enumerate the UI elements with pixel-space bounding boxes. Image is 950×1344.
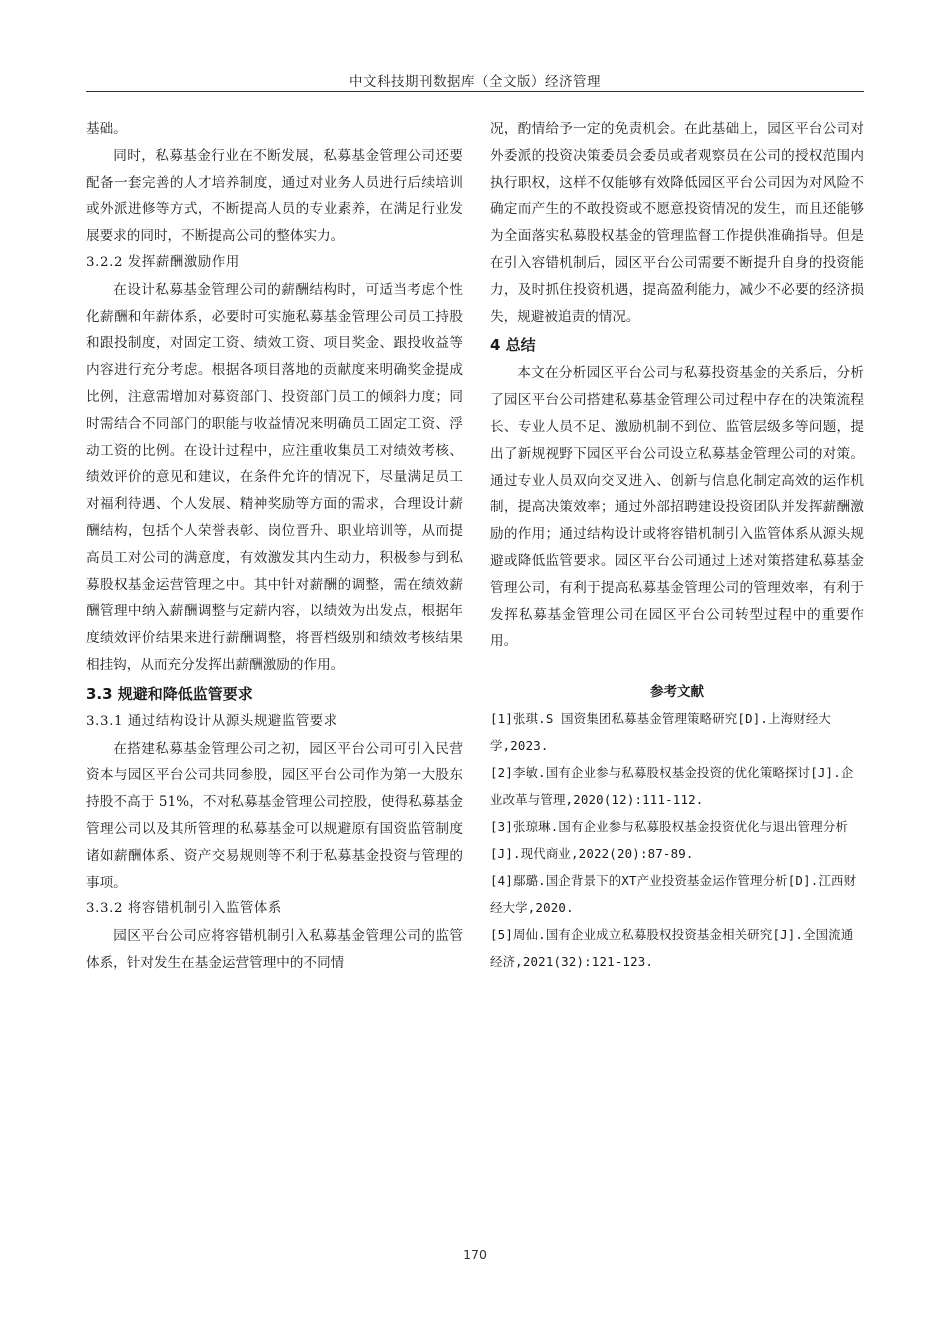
page-number: 170 [463,1247,487,1262]
subsection-heading-3-3-2: 3.3.2 将容错机制引入监管体系 [86,901,282,917]
subsection-heading-3-2-2: 3.2.2 发挥薪酬激励作用 [86,254,240,270]
left-column [86,116,463,977]
reference-item: [3]张琼琳.国有企业参与私募股权基金投资优化与退出管理分析[J].现代商业,2022(20):87-89. [490,819,848,862]
paragraph: 在搭建私募基金管理公司之初，园区平台公司可引入民营资本与园区平台公司共同参股，园区平台公司作为第一大股东持股不高于 51%，不对私募基金管理公司控股，使得私募基金管理公司以及其所管理的私募基金可以规避原有国资监管制度诸如薪酬体系、资产交易规则等不利于私募基金投资与管理的事项。 [86,740,463,891]
section-heading-3-3: 3.3 规避和降低监管要求 [86,684,253,703]
journal-header: 中文科技期刊数据库（全文版）经济管理 [349,74,601,90]
reference-item: [4]鄢璐.国企背景下的XT产业投资基金运作管理分析[D].江西财经大学,2020. [490,873,857,916]
reference-item: [1]张琪.S 国资集团私募基金管理策略研究[D].上海财经大学,2023. [490,711,832,754]
paragraph: 在设计私募基金管理公司的薪酬结构时，可适当考虑个性化薪酬和年薪体系，必要时可实施私募基金管理公司员工持股和跟投制度，对固定工资、绩效工资、项目奖金、跟投收益等内容进行充分考虑。根据各项目落地的贡献度来明确奖金提成比例，注意需增加对募资部门、投资部门员工的倾斜力度；同时需结合不同部门的职能与收益情况来明确员工固定工资、浮动工资的比例。在设计过程中，应注重收集员工对绩效考核、绩效评价的意见和建议，在条件允许的情况下，尽量满足员工对福利待遇、个人发展、精神奖励等方面的需求，合理设计薪酬结构，包括个人荣誉表彰、岗位晋升、职业培训等，从而提高员工对公司的满意度，有效激发其内生动力，积极参与到私募股权基金运营管理之中。其中针对薪酬的调整，需在绩效薪酬管理中纳入薪酬调整与定薪内容，以绩效为出发点，根据年度绩效评价结果来进行薪酬调整，将晋档级别和绩效考核结果相挂钩，从而充分发挥出薪酬激励的作用。 [86,281,463,673]
references-title: 参考文献 [650,684,704,701]
header-rule [86,91,864,92]
paragraph: 同时，私募基金行业在不断发展，私募基金管理公司还要配备一套完善的人才培养制度，通过对业务人员进行后续培训或外派进修等方式，不断提高人员的专业素养，在满足行业发展要求的同时，不断提高公司的整体实力。 [86,147,463,245]
paragraph: 况，酌情给予一定的免责机会。在此基础上，园区平台公司对外委派的投资决策委员会委员或者观察员在公司的授权范围内执行职权，这样不仅能够有效降低园区平台公司因为对风险不确定而产生的不敢投资或不愿意投资情况的发生，而且还能够为全面落实私募股权基金的管理监督工作提供准确指导。但是在引入容错机制后，园区平台公司需要不断提升自身的投资能力，及时抓住投资机遇，提高盈利能力，减少不必要的经济损失，规避被追责的情况。 [490,121,864,325]
section-heading-4: 4 总结 [490,336,536,355]
reference-item: [2]李敏.国有企业参与私募股权基金投资的优化策略探讨[J].企业改革与管理,2020(12):111-112. [490,765,854,808]
right-column [490,116,864,975]
paragraph: 基础。 [86,121,127,137]
paragraph: 园区平台公司应将容错机制引入私募基金管理公司的监管体系，针对发生在基金运营管理中的不同情 [86,928,463,971]
paragraph: 本文在分析园区平台公司与私募投资基金的关系后，分析了园区平台公司搭建私募基金管理公司过程中存在的决策流程长、专业人员不足、激励机制不到位、监管层级多等问题，提出了新规视野下园区平台公司设立私募基金管理公司的对策。通过专业人员双向交叉进入、创新与信息化制定高效的运作机制，提高决策效率；通过外部招聘建设投资团队并发挥薪酬激励的作用；通过结构设计或将容错机制引入监管体系从源头规避或降低监管要求。园区平台公司通过上述对策搭建私募基金管理公司，有利于提高私募基金管理公司的管理效率，有利于发挥私募基金管理公司在园区平台公司转型过程中的重要作用。 [490,365,864,650]
subsection-heading-3-3-1: 3.3.1 通过结构设计从源头规避监管要求 [86,713,338,729]
reference-item: [5]周仙.国有企业成立私募股权投资基金相关研究[J].全国流通经济,2021(32):121-123. [490,927,854,970]
reference-list [490,705,864,975]
